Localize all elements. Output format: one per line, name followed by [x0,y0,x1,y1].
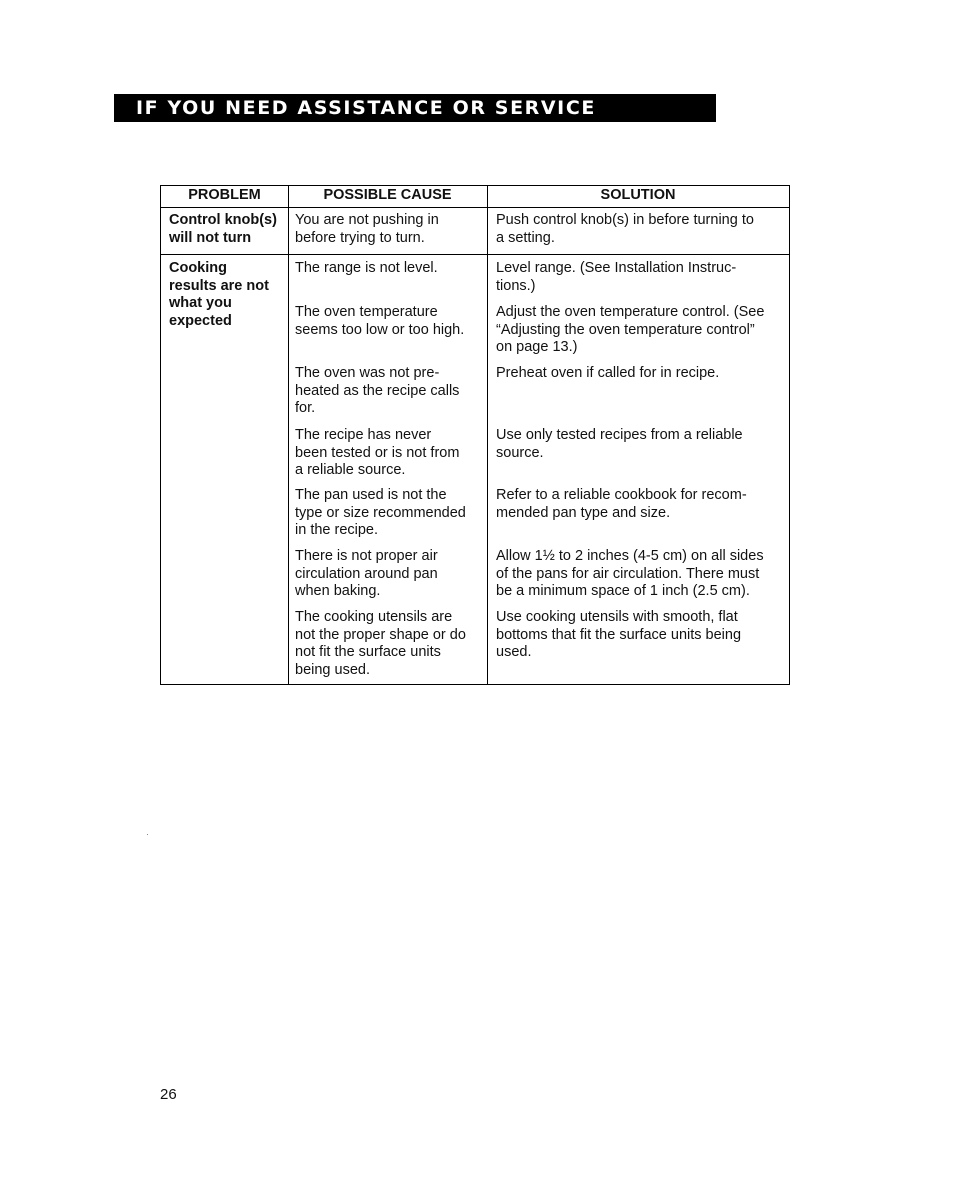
problem-cooking-results: Cooking results are not what you expected [169,260,269,329]
solution-preheat-oven: Preheat oven if called for in recipe. [496,365,720,381]
solution-cookbook-pan: Refer to a reliable cookbook for recom- mended pan type and size. [496,487,747,521]
cause-recipe-not-tested: The recipe has never been tested or is not from a reliable source. [295,427,460,479]
cause-range-not-level: The range is not level. [295,260,438,276]
problem-control-knobs: Control knob(s) will not turn [169,212,277,246]
cause-cooking-utensils: The cooking utensils are not the proper shape or do not fit the surface units being used. [295,609,466,678]
cause-oven-temperature: The oven temperature seems too low or too high. [295,304,465,338]
cause-not-pushing-in: You are not pushing in before trying to turn. [295,212,439,246]
cause-wrong-pan: The pan used is not the type or size recommended in the recipe. [295,487,466,539]
header-problem: PROBLEM [188,187,261,203]
troubleshooting-table [160,185,790,685]
column-divider [288,186,289,684]
cause-not-preheated: The oven was not pre- heated as the recipe calls for. [295,365,460,417]
page-number: 26 [160,1086,177,1103]
cause-air-circulation: There is not proper air circulation around pan when baking. [295,548,438,600]
solution-flat-utensils: Use cooking utensils with smooth, flat bottoms that fit the surface units being used. [496,609,742,661]
section-title-banner: IF YOU NEED ASSISTANCE OR SERVICE [114,94,716,122]
solution-allow-space: Allow 1½ to 2 inches (4-5 cm) on all sides of the pans for air circulation. There must be a minimum space of 1 inch (2.5 cm). [496,548,764,600]
solution-adjust-temperature: Adjust the oven temperature control. (See “Adjusting the oven temperature control” on page 13.) [496,304,765,356]
row-divider [161,254,789,255]
solution-level-range: Level range. (See Installation Instruc- tions.) [496,260,737,294]
header-possible-cause: POSSIBLE CAUSE [323,187,452,203]
header-divider [161,207,789,208]
header-solution: SOLUTION [600,187,676,203]
solution-tested-recipes: Use only tested recipes from a reliable source. [496,427,743,461]
scan-speck [147,834,148,835]
solution-push-knob: Push control knob(s) in before turning to a setting. [496,212,754,246]
